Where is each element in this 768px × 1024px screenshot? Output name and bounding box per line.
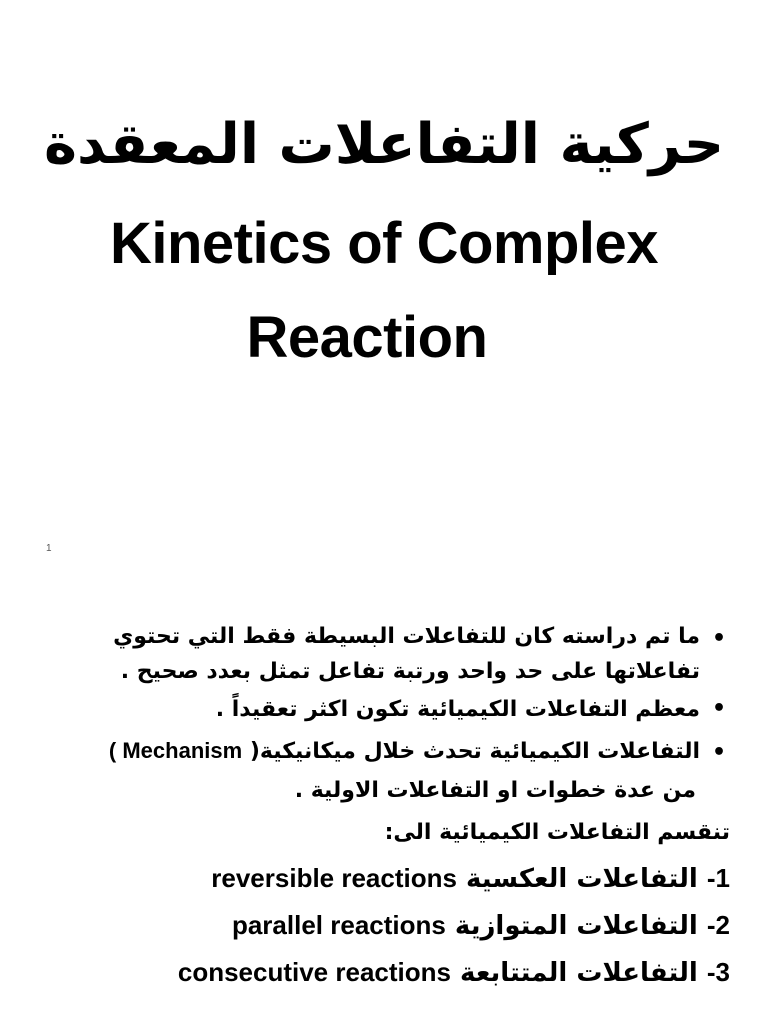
item-arabic: التفاعلات المتوازية <box>454 911 698 941</box>
bullet-text-latin: Mechanism ) <box>108 738 243 763</box>
bullet-text-continuation: تفاعلاتها على حد واحد ورتبة تفاعل تمثل بعدد صحيح . <box>120 659 700 684</box>
bullet-item <box>40 732 730 811</box>
item-english: reversible reactions <box>211 863 457 893</box>
intro-line: تنقسم التفاعلات الكيميائية الى: <box>384 820 730 845</box>
bullet-dot-icon: • <box>711 740 726 765</box>
item-number: 3- <box>706 957 730 987</box>
title-english-line2: Reaction <box>246 305 488 370</box>
item-number: 2- <box>706 910 730 940</box>
item-english: parallel reactions <box>231 910 446 940</box>
item-arabic: التفاعلات العكسية <box>466 864 698 894</box>
bullet-dot-icon: • <box>711 626 726 651</box>
bullet-list <box>40 618 730 811</box>
bullet-text <box>40 732 700 771</box>
bullet-text: ما تم دراسته كان للتفاعلات البسيطة فقط التي تحتوي <box>113 624 700 649</box>
bullet-text: معظم التفاعلات الكيميائية تكون اكثر تعقيداً . <box>215 697 700 722</box>
title-english-line1: Kinetics of Complex <box>109 211 659 276</box>
item-english: consecutive reactions <box>177 957 451 987</box>
slide-title-block <box>0 0 768 400</box>
bullet-text-arabic: التفاعلات الكيميائية تحدث خلال ميكانيكية( <box>249 739 700 764</box>
title-arabic: حركية التفاعلات المعقدة <box>43 112 725 177</box>
item-arabic: التفاعلات المتتابعة <box>460 958 698 988</box>
bullet-item <box>40 688 730 732</box>
bullet-text-continuation: من عدة خطوات او التفاعلات الاولية . <box>294 778 696 803</box>
reaction-type-item <box>40 949 730 996</box>
item-number: 1- <box>706 863 730 893</box>
slide-content <box>40 618 730 996</box>
reaction-type-item <box>40 902 730 949</box>
bullet-item <box>40 618 730 688</box>
reaction-type-item <box>40 855 730 902</box>
slide-number: 1 <box>46 543 52 554</box>
bullet-dot-icon: • <box>711 696 726 721</box>
reaction-types-list <box>40 855 730 996</box>
